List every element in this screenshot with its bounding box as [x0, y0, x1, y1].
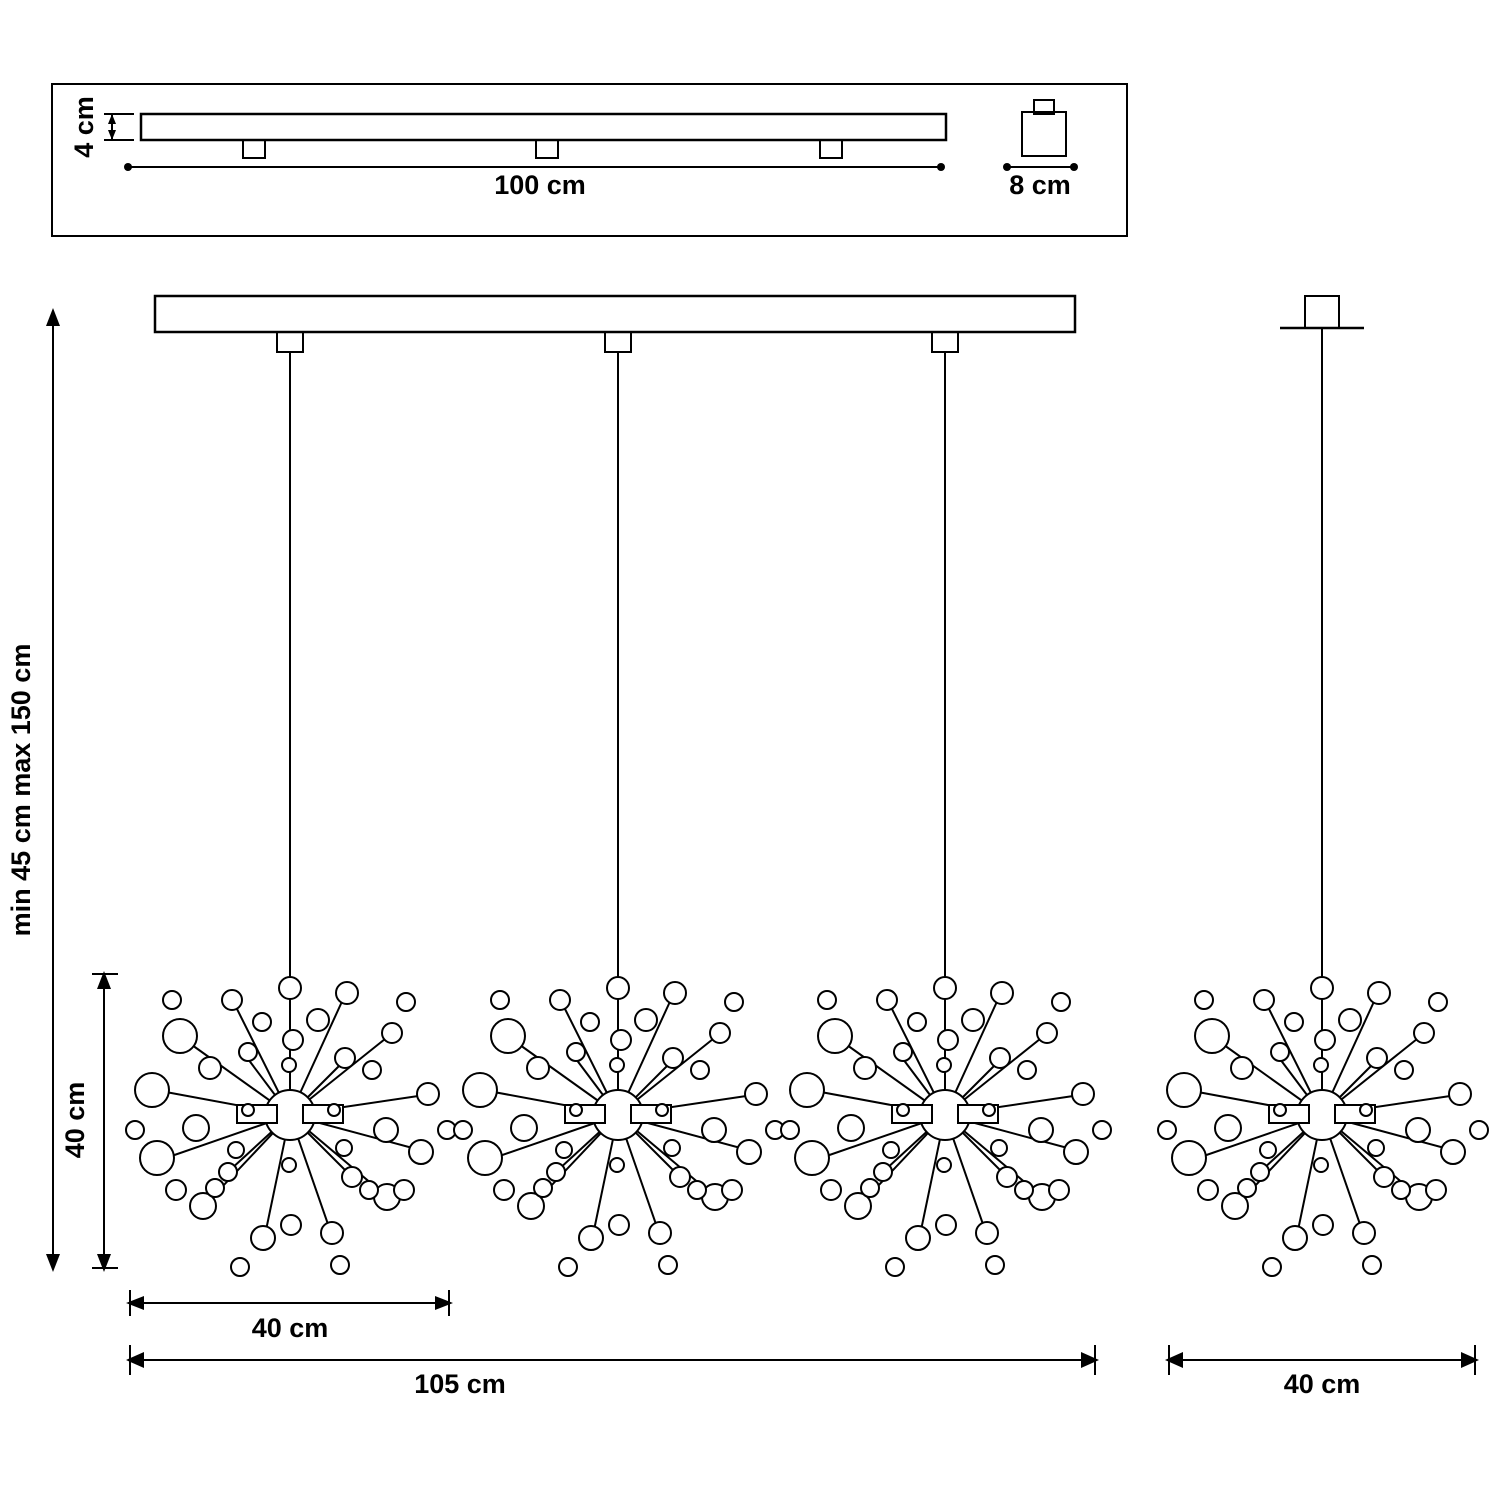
label-canopy-height: 4 cm: [69, 96, 99, 158]
label-suspension-drop: min 45 cm max 150 cm: [6, 643, 36, 937]
label-total-width: 105 cm: [414, 1369, 506, 1399]
canopy-connector: [820, 140, 842, 158]
canopy-detail-square: [1022, 100, 1066, 156]
label-single-width: 40 cm: [1283, 1369, 1361, 1399]
canopy-connector: [932, 332, 958, 352]
dim-total-width: [126, 1345, 1099, 1375]
lamp-shade-single: [1158, 977, 1488, 1276]
canopy-bar-front-view: [155, 296, 1075, 332]
front-view-group: [6, 296, 1488, 1399]
lamp-shade: [781, 977, 1111, 1276]
lamp-shade: [454, 977, 784, 1276]
canopy-connector: [605, 332, 631, 352]
label-detail-width: 8 cm: [1009, 170, 1071, 200]
label-canopy-length: 100 cm: [494, 170, 586, 200]
dim-shade-height: [92, 971, 118, 1272]
canopy-connector: [243, 140, 265, 158]
lamp-shade: [126, 977, 456, 1276]
canopy-bar-top-view: [141, 114, 946, 140]
top-view-group: [52, 84, 1127, 236]
top-view-frame: [52, 84, 1127, 236]
label-shade-width: 40 cm: [251, 1313, 329, 1343]
canopy-connector: [277, 332, 303, 352]
dim-suspension-drop: [46, 308, 60, 1272]
dim-canopy-height: [104, 114, 134, 140]
canopy-connector: [536, 140, 558, 158]
single-canopy-cap: [1305, 296, 1339, 328]
label-shade-height: 40 cm: [60, 1081, 90, 1159]
